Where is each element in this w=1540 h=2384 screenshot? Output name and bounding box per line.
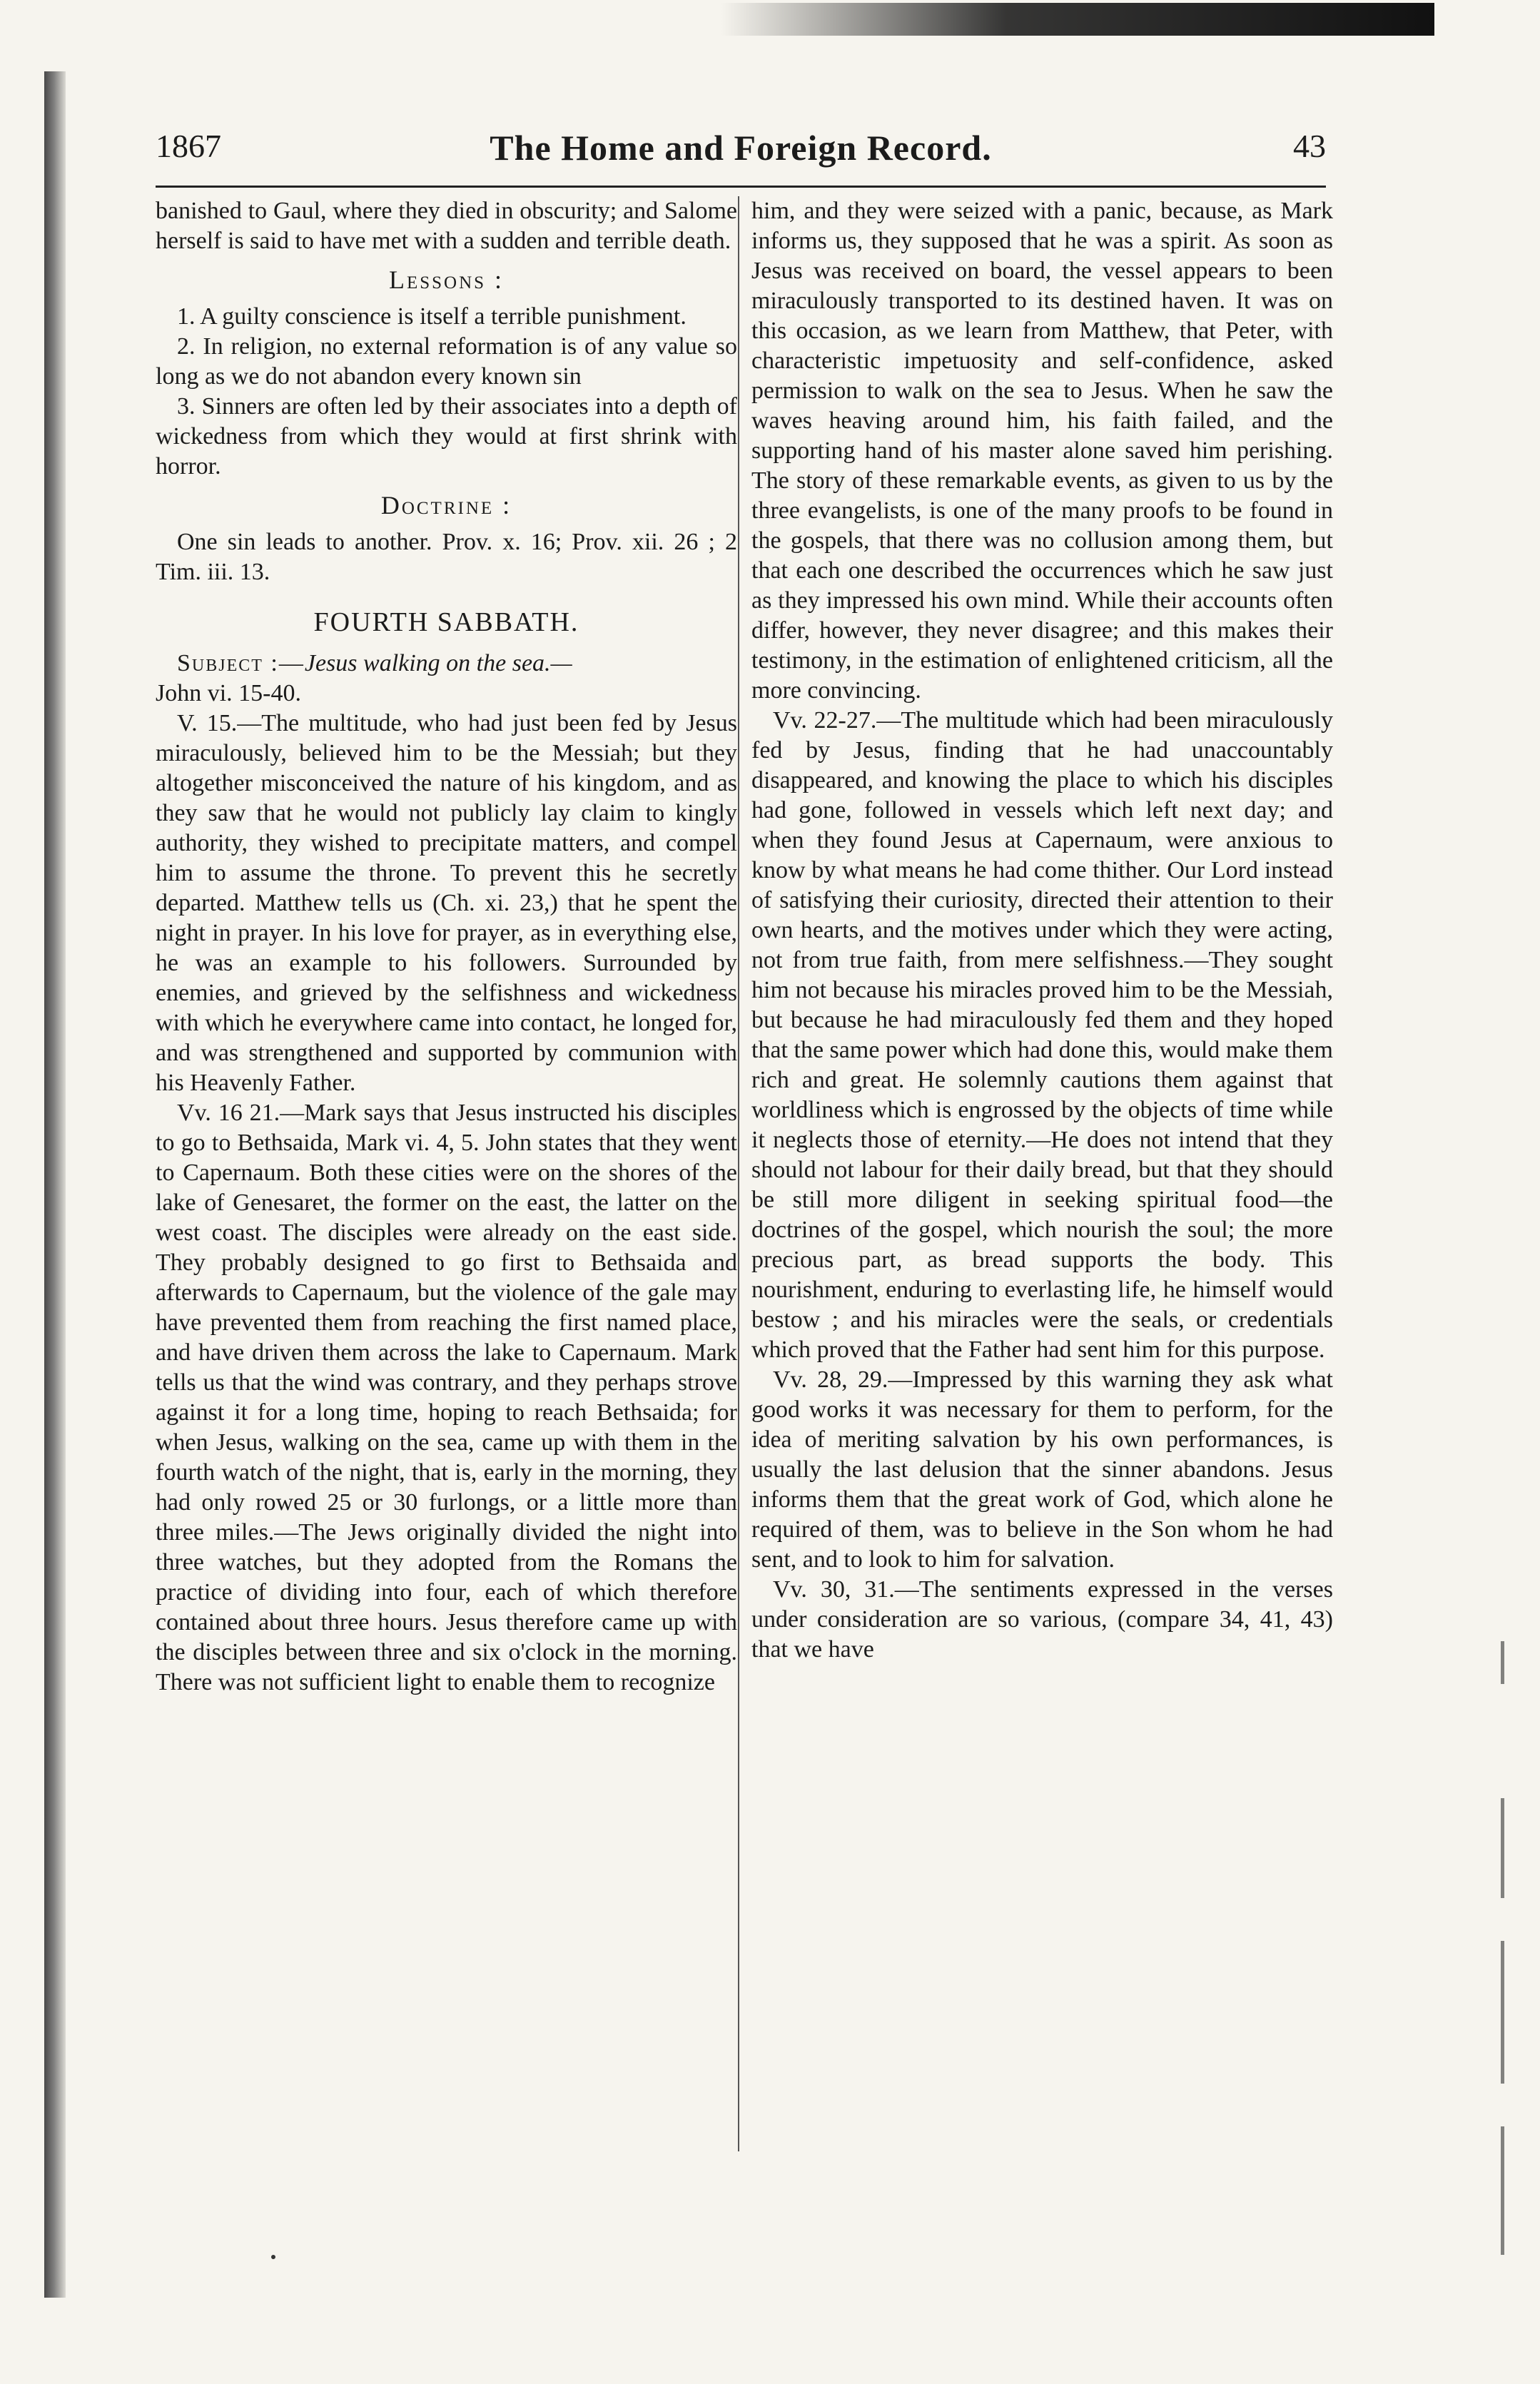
verse-15-paragraph: V. 15.—The multitude, who had just been fed by Jesus miraculously, believed him to be the Messiah; but they altogether misconceived the nature of his kingdom, and as they saw that he would not publicly lay claim to kingly authority, they wished to precipitate matters, and compel him to assume the throne. To prevent this he secretly departed. Matthew tells us (Ch. xi. 23,) that he spent the night in prayer. In his love for prayer, as in everything else, he was an example to his followers. Surrounded by enemies, and grieved by the selfishness and wickedness with which he everywhere came into contact, he longed for, and was strengthened and supported by communion with his Heavenly Father.: [156, 710, 737, 1096]
header-year: 1867: [156, 128, 221, 164]
right-column: [751, 196, 1333, 2244]
column-divider: [738, 196, 739, 2151]
scan-speck: [1501, 1798, 1504, 1898]
header-page-number: 43: [1293, 128, 1326, 164]
scan-speck: [1501, 1641, 1504, 1684]
lesson-3: 3. Sinners are often led by their associates into a depth of wickedness from which they would at first shrink with horror.: [156, 393, 737, 480]
subject-text: Jesus walking on the sea.—: [304, 650, 572, 676]
scan-binding-edge: [44, 71, 66, 2298]
page-header: [156, 127, 1326, 177]
continuation-paragraph: him, and they were seized with a panic, because, as Mark informs us, they supposed that he was a spirit. As soon as Jesus was received on board, the vessel appears to been miraculously transported to its destined haven. It was on this occasion, as we learn from Matthew, that Peter, with characteristic impetuosity and self-confidence, asked permission to walk on the sea to Jesus. When he saw the waves heaving around him, his faith failed, and the supporting hand of his master alone saved him perishing. The story of these remarkable events, as given to us by the three evangelists, is one of the many proofs to be found in the gospels, that there was no collusion among them, but that each one described the occurrences which he saw just as they impressed his own mind. While their accounts often differ, however, they never disagree; and this makes their testimony, in the estimation of enlightened criticism, all the more convincing.: [751, 198, 1333, 704]
lesson-2: 2. In religion, no external reformation is of any value so long as we do not abandon every known sin: [156, 333, 737, 390]
doctrine-text: One sin leads to another. Prov. x. 16; Prov. xii. 26 ; 2 Tim. iii. 13.: [156, 529, 737, 585]
verse-30-31-paragraph: Vv. 30, 31.—The sentiments expressed in the verses under consideration are so various, (compare 34, 41, 43) that we have: [751, 1576, 1333, 1663]
section-heading: FOURTH SABBATH.: [313, 607, 579, 637]
lessons-heading: Lessons :: [388, 265, 505, 294]
subject-line: [156, 649, 737, 679]
header-title: The Home and Foreign Record.: [490, 128, 992, 168]
scan-dot: [271, 2255, 275, 2259]
scan-top-shadow: [721, 3, 1434, 36]
scan-speck: [1501, 2126, 1504, 2255]
verse-16-21-paragraph: Vv. 16 21.—Mark says that Jesus instructed his disciples to go to Bethsaida, Mark vi. 4, 5. John states that they went to Capernaum. Both these cities were on the shores of the lake of Genesaret, the former on the east, the latter on the west coast. The disciples were already on the east side. They probably designed to go first to Bethsaida and afterwards to Capernaum, but the violence of the gale may have prevented them from reaching the first named place, and have driven them across the lake to Capernaum. Mark tells us that the wind was contrary, and they perhaps strove against it for a long time, hoping to reach Bethsaida; for when Jesus, walking on the sea, came up with them in the fourth watch of the night, that is, early in the morning, they had only rowed 25 or 30 furlongs, or a little more than three miles.—The Jews originally divided the night into three watches, but they adopted from the Romans the practice of dividing into four, each of which therefore contained about three hours. Jesus therefore came up with the disciples between three and six o'clock in the morning. There was not sufficient light to enable them to recognize: [156, 1100, 737, 1695]
verse-28-29-paragraph: Vv. 28, 29.—Impressed by this warning they ask what good works it was necessary for them to perform, for the idea of meriting salvation by his own performances, is usually the last delusion that the sinner abandons. Jesus informs them that the great work of God, which alone he required of them, was to believe in the Son whom he had sent, and to look to him for salvation.: [751, 1366, 1333, 1573]
subject-reference: John vi. 15-40.: [156, 680, 301, 706]
doctrine-heading: Doctrine :: [380, 491, 512, 519]
subject-label: Subject :—: [177, 650, 305, 676]
header-rule: [156, 186, 1326, 188]
intro-paragraph: banished to Gaul, where they died in obscurity; and Salome herself is said to have met with a sudden and terrible death.: [156, 198, 737, 254]
verse-22-27-paragraph: Vv. 22-27.—The multitude which had been miraculously fed by Jesus, finding that he had unaccountably disappeared, and knowing the place to which his disciples had gone, followed in vessels which left next day; and when they found Jesus at Capernaum, were anxious to know by what means he had come thither. Our Lord instead of satisfying their curiosity, directed their attention to their own hearts, and the motives under which they were acting, not from true faith, from mere selfishness.—They sought him not because his miracles proved him to be the Messiah, but because he had miraculously fed them and they hoped that the same power which had done this, would make them rich and great. He solemnly cautions them against that worldliness which is engrossed by the objects of time while it neglects those of eternity.—He does not intend that they should not labour for their daily bread, but that they should be still more diligent in seeking spiritual food—the doctrines of the gospel, which nourish the soul; the more precious part, as bread supports the body. This nourishment, enduring to everlasting life, he himself would bestow ; and his miracles were the seals, or credentials which proved that the Father had sent him for this purpose.: [751, 707, 1333, 1363]
lesson-1: 1. A guilty conscience is itself a terrible punishment.: [177, 303, 687, 330]
scan-speck: [1501, 1941, 1504, 2084]
left-column: [156, 196, 737, 2244]
